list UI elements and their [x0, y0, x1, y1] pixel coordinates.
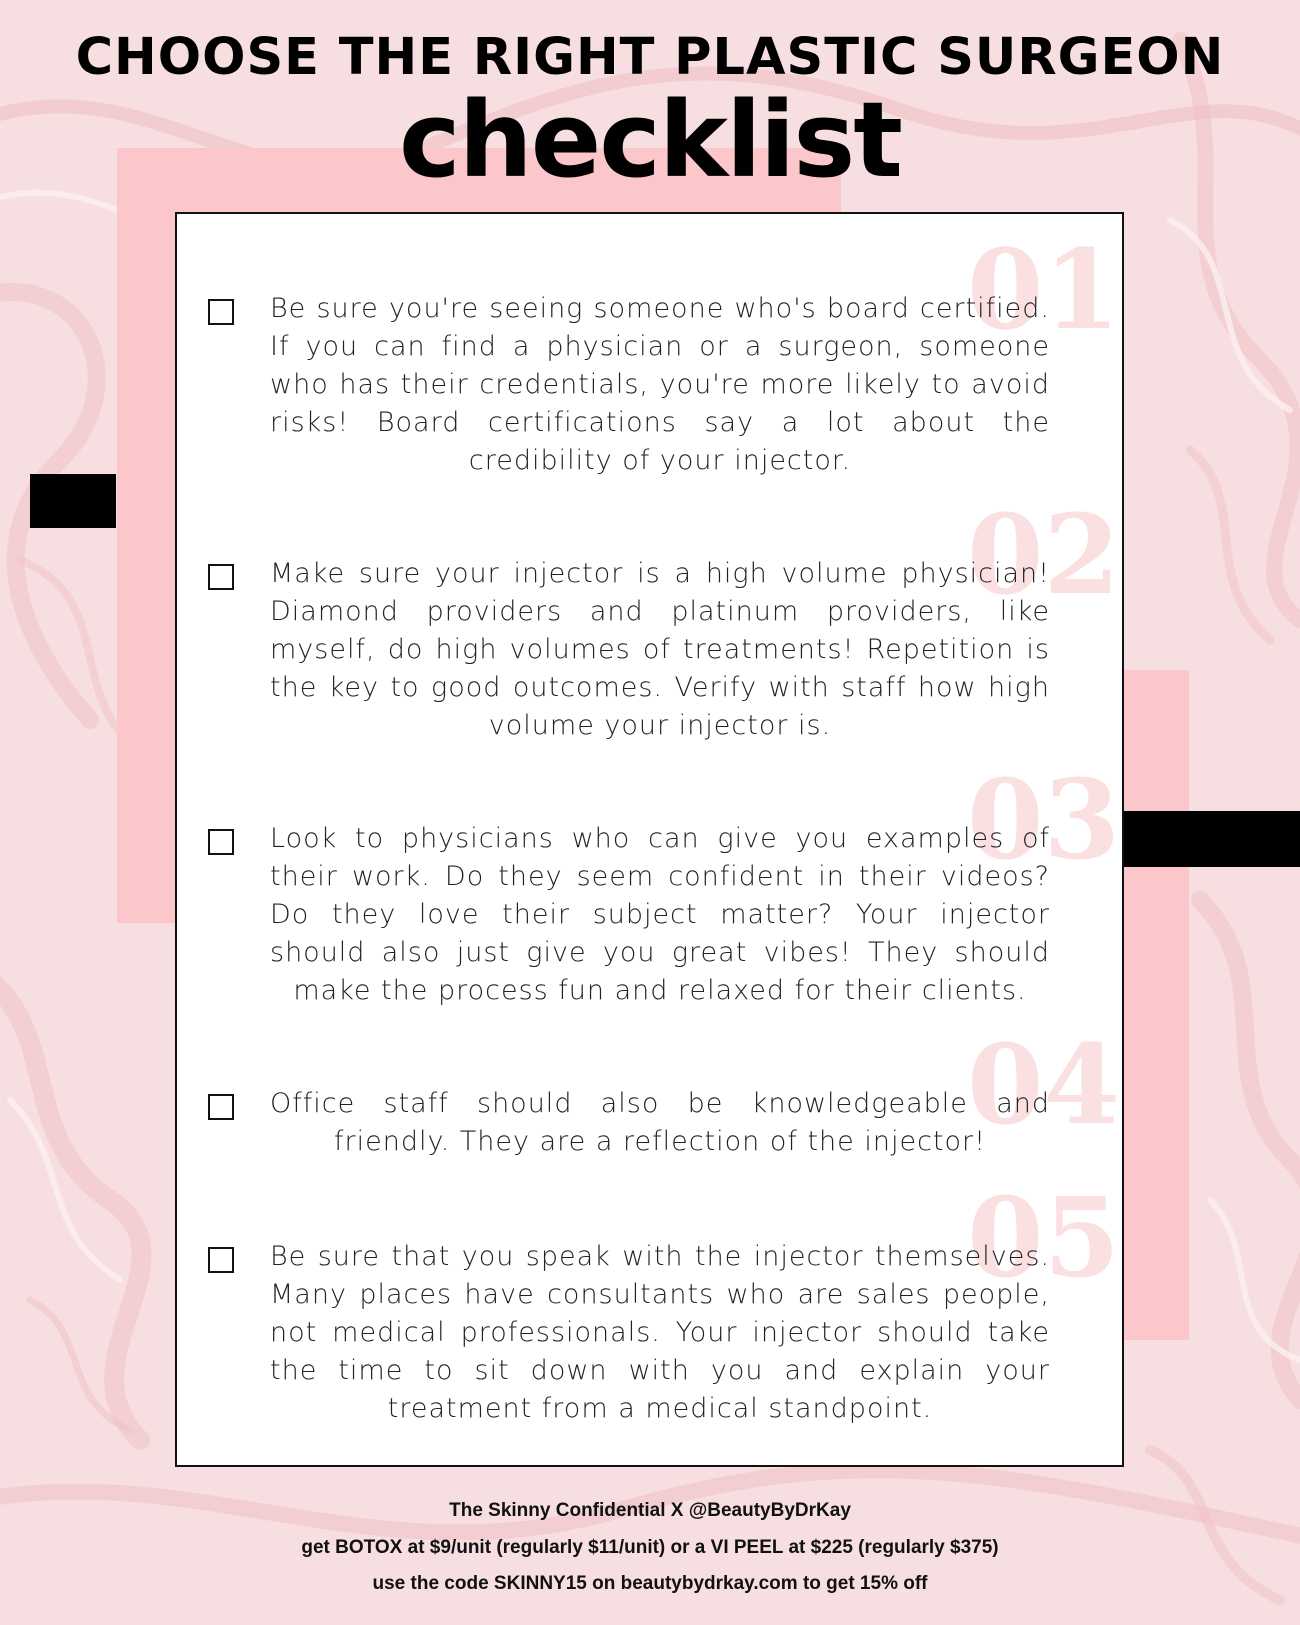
checkbox[interactable] — [208, 829, 234, 855]
item-text: Make sure your injector is a high volume physician! Diamond providers and platinum providers, like myself, do high volumes of treatments! Repetition is the key to good outcomes. Verify with staff how high volume your injector is. — [270, 558, 1050, 741]
item-text: Look to physicians who can give you examples of their work. Do they seem confident in their videos? Do they love their subject matter? Your injector should also just give you great vibes! They should make the process fun and relaxed for their clients. — [270, 823, 1050, 1006]
black-accent-bar-right — [1124, 811, 1300, 867]
item-number-watermark: 05 — [967, 1173, 1121, 1302]
checkbox[interactable] — [208, 1094, 234, 1120]
checkbox[interactable] — [208, 1247, 234, 1273]
item-number-watermark: 01 — [967, 225, 1121, 354]
item-text: Office staff should also be knowledgeable and friendly. They are a reflection of the injector! — [270, 1088, 1050, 1157]
item-number-watermark: 04 — [967, 1020, 1121, 1149]
checkbox[interactable] — [208, 564, 234, 590]
checklist-card — [175, 212, 1124, 1467]
item-number-watermark: 02 — [967, 490, 1121, 619]
item-number-watermark: 03 — [967, 755, 1121, 884]
item-text: Be sure you're seeing someone who's board certified. If you can find a physician or a surgeon, someone who has their credentials, you're more likely to avoid risks! Board certifications say a lot about the credibility of your injector. — [270, 293, 1050, 476]
item-text: Be sure that you speak with the injector themselves. Many places have consultants who are sales people, not medical professionals. Your injector should take the time to sit down with you and explain your treatment from a medical standpoint. — [270, 1241, 1050, 1424]
page-title: checklist — [399, 79, 901, 201]
footer-offer: get BOTOX at $9/unit (regularly $11/unit) or a VI PEEL at $225 (regularly $375) — [301, 1537, 999, 1558]
footer-credit: The Skinny Confidential X @BeautyByDrKay — [449, 1500, 851, 1521]
black-accent-bar-left — [30, 474, 116, 528]
checkbox[interactable] — [208, 299, 234, 325]
page-subtitle: CHOOSE THE RIGHT PLASTIC SURGEON — [75, 28, 1225, 87]
footer-promo-code: use the code SKINNY15 on beautybydrkay.com to get 15% off — [372, 1573, 928, 1594]
pink-accent-block-right — [1124, 670, 1189, 1340]
